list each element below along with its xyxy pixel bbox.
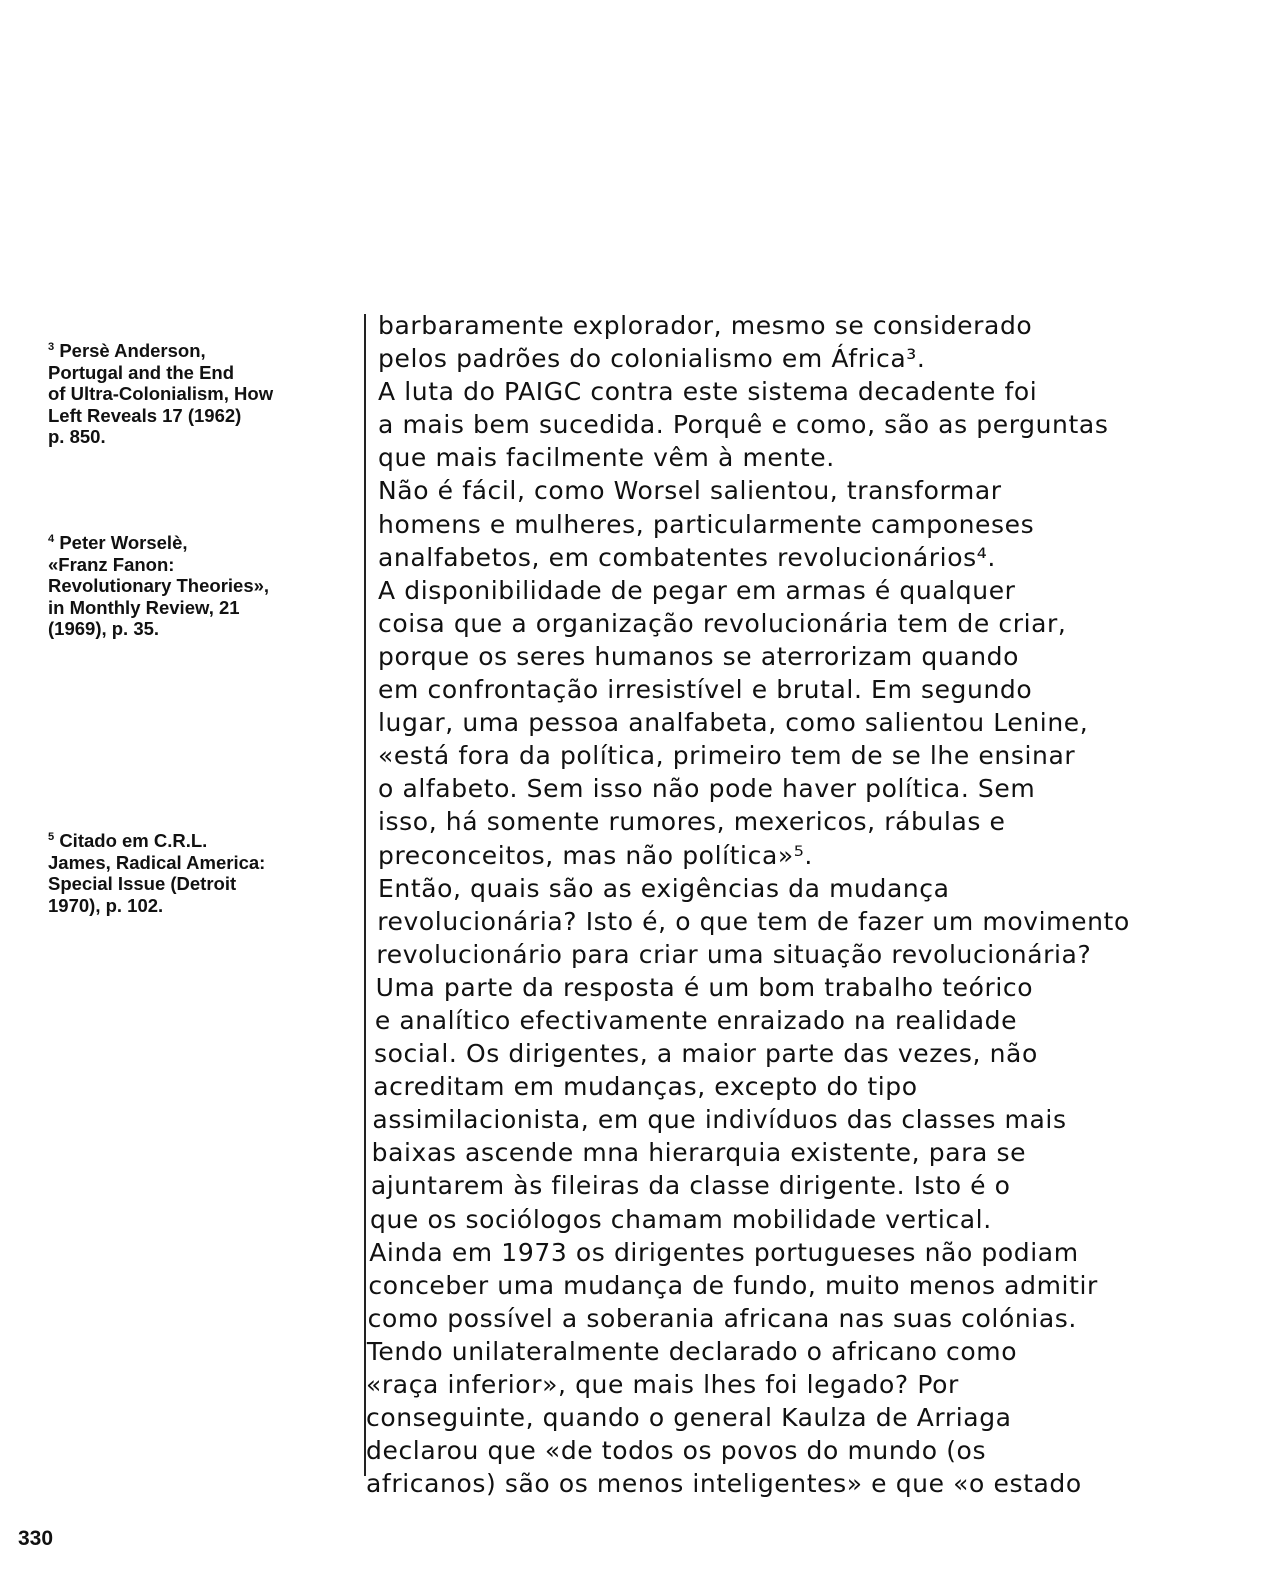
body-line: social. Os dirigentes, a maior parte das vezes, não (374, 1039, 1038, 1069)
body-line: analfabetos, em combatentes revolucionários⁴. (378, 542, 996, 572)
footnote-number: 4 (48, 532, 55, 545)
footnote-5 (48, 830, 348, 916)
footnote-line: «Franz Fanon: (48, 553, 175, 575)
body-line: Uma parte da resposta é um bom trabalho teórico (375, 972, 1034, 1002)
body-line: em confrontação irresistível e brutal. Em segundo (378, 675, 1033, 705)
body-line: a mais bem sucedida. Porquê e como, são as perguntas (378, 410, 1109, 440)
body-line: africanos) são os menos inteligentes» e que «o estado (366, 1469, 1082, 1499)
footnote-line: p. 850. (48, 426, 106, 447)
footnote-line: 1970), p. 102. (48, 894, 164, 916)
body-line: revolucionário para criar uma situação revolucionária? (376, 939, 1092, 969)
body-line: preconceitos, mas não política»⁵. (378, 840, 813, 870)
footnote-4 (48, 532, 348, 640)
footnote-line: in Monthly Review, 21 (48, 596, 240, 618)
footnote-3 (48, 340, 348, 448)
body-line: Não é fácil, como Worsel salientou, transformar (378, 476, 1002, 506)
footnote-line: Special Issue (Detroit (48, 873, 237, 894)
page-number: 330 (18, 1527, 54, 1550)
body-line: acreditam em mudanças, excepto do tipo (373, 1072, 918, 1102)
footnote-line: Citado em C.R.L. (59, 830, 208, 851)
footnote-line: James, Radical America: (48, 851, 266, 873)
body-line: como possível a soberania africana nas suas colónias. (367, 1303, 1077, 1333)
body-line: que os sociólogos chamam mobilidade vertical. (370, 1204, 992, 1234)
body-line: Então, quais são as exigências da mudança (378, 873, 950, 903)
footnote-line: (1969), p. 35. (48, 618, 160, 639)
body-line: conseguinte, quando o general Kaulza de Arriaga (366, 1403, 1012, 1433)
body-line: porque os seres humanos se aterrorizam quando (378, 641, 1020, 671)
body-line: Tendo unilateralmente declarado o africano como (366, 1336, 1018, 1366)
body-line: pelos padrões do colonialismo em África³. (378, 344, 926, 374)
footnote-line: Portugal and the End (48, 361, 235, 383)
body-line: declarou que «de todos os povos do mundo (os (366, 1436, 987, 1466)
body-line: que mais facilmente vêm à mente. (378, 443, 835, 473)
body-line: A luta do PAIGC contra este sistema decadente foi (378, 377, 1038, 407)
footnote-line: of Ultra-Colonialism, How (48, 383, 274, 404)
body-line: conceber uma mudança de fundo, muito menos admitir (368, 1270, 1098, 1300)
footnote-number: 3 (48, 340, 55, 353)
body-line: «raça inferior», que mais lhes foi legado? Por (366, 1370, 959, 1399)
body-line: barbaramente explorador, mesmo se considerado (378, 311, 1033, 340)
footnote-line: Revolutionary Theories», (48, 575, 270, 596)
body-line: «está fora da política, primeiro tem de se lhe ensinar (378, 741, 1076, 771)
footnote-line: Persè Anderson, (59, 340, 206, 361)
body-line: lugar, uma pessoa analfabeta, como salientou Lenine, (378, 708, 1089, 738)
footnote-number: 5 (48, 830, 55, 843)
body-line: e analítico efectivamente enraizado na realidade (374, 1005, 1018, 1035)
body-line: Ainda em 1973 os dirigentes portugueses não podiam (369, 1237, 1079, 1267)
body-line: homens e mulheres, particularmente camponeses (378, 509, 1035, 539)
body-line: o alfabeto. Sem isso não pode haver política. Sem (378, 774, 1036, 804)
body-line: revolucionária? Isto é, o que tem de fazer um movimento (377, 906, 1130, 936)
body-line: assimilacionista, em que indivíduos das classes mais (372, 1105, 1067, 1135)
body-line: A disponibilidade de pegar em armas é qualquer (378, 575, 1016, 605)
footnote-line: Left Reveals 17 (1962) (48, 404, 242, 426)
body-line: baixas ascende mna hierarquia existente, para se (371, 1138, 1027, 1168)
body-line: isso, há somente rumores, mexericos, rábulas e (378, 807, 1006, 837)
body-line: ajuntarem às fileiras da classe dirigente. Isto é o (370, 1171, 1011, 1201)
body-text (366, 309, 1248, 1500)
column-divider (364, 314, 366, 1476)
footnote-line: Peter Worselè, (59, 532, 188, 553)
body-line: coisa que a organização revolucionária tem de criar, (378, 608, 1067, 638)
